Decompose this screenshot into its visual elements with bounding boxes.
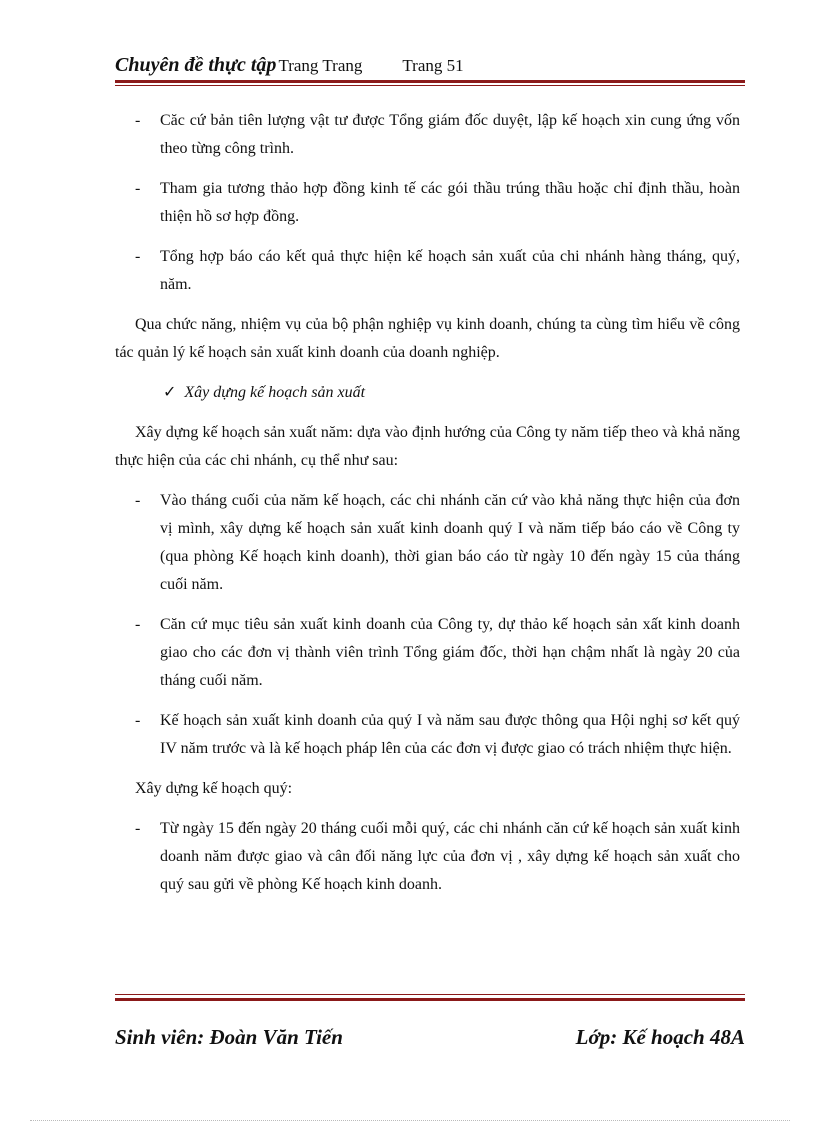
header-rule-thick (115, 80, 745, 83)
paragraph: Xây dựng kế hoạch sản xuất năm: dựa vào định hướng của Công ty năm tiếp theo và khả năng thực hiện của các chi nhánh, cụ thể như sau: (115, 424, 740, 469)
paragraph: Qua chức năng, nhiệm vụ của bộ phận nghiệp vụ kinh doanh, chúng ta cùng tìm hiểu về công tác quản lý kế hoạch sản xuất kinh doanh của doanh nghiệp. (115, 316, 740, 361)
document-title: Chuyên đề thực tập (115, 54, 277, 76)
list-item: - Kế hoạch sản xuất kinh doanh của quý I và năm sau được thông qua Hội nghị sơ kết quý IV năm trước và là kế hoạch pháp lên của các đơn vị được giao có trách nhiệm thực hiện. (135, 712, 740, 757)
page-footer (115, 1025, 745, 1055)
list-item: - Căn cứ mục tiêu sản xuất kinh doanh của Công ty, dự thảo kế hoạch sản xất kinh doanh giao cho các đơn vị thành viên trình Tổng giám đốc, thời hạn chậm nhất là ngày 20 của tháng cuối năm. (135, 616, 740, 689)
list-item: - Tổng hợp báo cáo kết quả thực hiện kế hoạch sản xuất của chi nhánh hàng tháng, quý, năm. (135, 248, 740, 293)
list-item: - Tham gia tương thảo hợp đồng kinh tế các gói thầu trúng thầu hoặc chỉ định thầu, hoàn thiện hồ sơ hợp đồng. (135, 180, 740, 225)
list-item: - Từ ngày 15 đến ngày 20 tháng cuối mỗi quý, các chi nhánh căn cứ kế hoạch sản xuất kinh doanh năm được giao và cân đối năng lực của đơn vị , xây dựng kế hoạch sản xuất cho quý sau gửi về phòng Kế hoạch kinh doanh. (135, 820, 740, 893)
list-item: - Căc cứ bản tiên lượng vật tư được Tổng giám đốc duyệt, lập kế hoạch xin cung ứng vốn theo từng công trình. (135, 112, 740, 157)
paragraph: Xây dựng kế hoạch quý: (135, 780, 293, 797)
section-heading: ✓ Xây dựng kế hoạch sản xuất (163, 384, 366, 401)
page-body (115, 107, 740, 911)
page-edge-divider (30, 1120, 790, 1121)
class-name: Lớp: Kế hoạch 48A (575, 1025, 745, 1049)
student-name: Sinh viên: Đoàn Văn Tiến (115, 1025, 343, 1049)
list-item: - Vào tháng cuối của năm kế hoạch, các chi nhánh căn cứ vào khả năng thực hiện của đơn vị mình, xây dựng kế hoạch sản xuất kinh doanh quý I và năm tiếp báo cáo về Công ty (qua phòng Kế hoạch kinh doanh), thời gian báo cáo từ ngày 10 đến ngày 15 của tháng cuối năm. (135, 492, 740, 593)
checkmark-icon: ✓ (163, 384, 177, 401)
header-rule-thin (115, 85, 745, 86)
page-header (115, 54, 745, 80)
footer-rule-thick (115, 998, 745, 1001)
footer-rule-thin (115, 994, 745, 995)
page-number: Trang 51 (402, 56, 464, 75)
author-name: Trang Trang (278, 56, 363, 75)
